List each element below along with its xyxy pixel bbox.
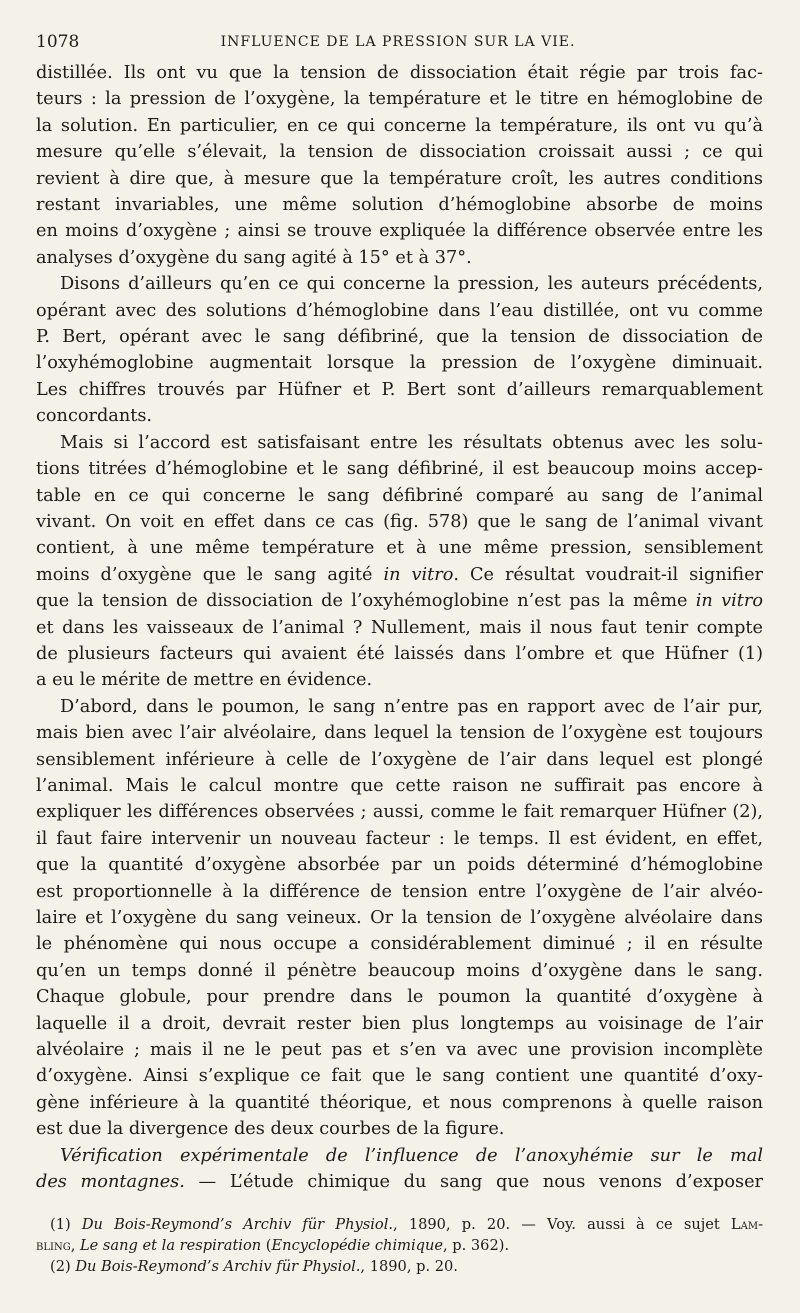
text-run: , p. 362). xyxy=(443,1237,510,1254)
page-number: 1078 xyxy=(36,32,80,52)
text-line: expliquer les différences observées ; aussi, comme le fait remarquer Hüfner (2), xyxy=(36,802,763,823)
italic-run: Du Bois-Reymond’s Archiv für Physiol. xyxy=(81,1216,394,1233)
text-line: tions titrées d’hémoglobine et le sang défibriné, il est beaucoup moins accep- xyxy=(36,459,763,480)
text-line: Les chiffres trouvés par Hüfner et P. Bert sont d’ailleurs remarquablement xyxy=(36,379,763,400)
text-line: la solution. En particulier, en ce qui concerne la température, ils ont vu qu’à xyxy=(36,115,763,136)
text-line: gène inférieure à la quantité théorique, et nous comprenons à quelle raison xyxy=(36,1092,763,1113)
text-line: que la quantité d’oxygène absorbée par un poids déterminé d’hémoglobine xyxy=(36,855,763,876)
text-line: laquelle il a droit, devrait rester bien plus longtemps au voisinage de l’air xyxy=(36,1013,763,1034)
text-line: revient à dire que, à mesure que la température croît, les autres conditions xyxy=(36,168,763,189)
paragraph-3 xyxy=(36,430,763,694)
text-line: analyses d’oxygène du sang agité à 15° et à 37°. xyxy=(36,247,472,268)
text-line: laire et l’oxygène du sang veineux. Or la tension de l’oxygène alvéolaire dans xyxy=(36,908,763,928)
small-caps-run: Lam- xyxy=(730,1216,764,1233)
paragraph-2 xyxy=(36,271,763,429)
running-head: INFLUENCE DE LA PRESSION SUR LA VIE. xyxy=(220,34,576,50)
text-line: Mais si l’accord est satisfaisant entre les résultats obtenus avec les solu- xyxy=(60,432,763,453)
small-caps-run: bling xyxy=(36,1237,71,1254)
text-line: qu’en un temps donné il pénètre beaucoup moins d’oxygène dans le sang. xyxy=(36,960,763,981)
text-line: de plusieurs facteurs qui avaient été laissés dans l’ombre et que Hüfner (1) xyxy=(36,643,763,664)
body-text xyxy=(36,60,763,1195)
footnotes xyxy=(36,1214,763,1277)
text-line: distillée. Ils ont vu que la tension de dissociation était régie par trois fac- xyxy=(36,63,763,83)
text-line: l’animal. Mais le calcul montre que cette raison ne suffirait pas encore à xyxy=(36,775,763,796)
italic-run: Du Bois-Reymond’s Archiv für Physiol. xyxy=(75,1258,361,1275)
text-line xyxy=(36,562,763,588)
text-line: vivant. On voit en effet dans ce cas (fig. 578) que le sang de l’animal vivant xyxy=(36,511,763,532)
footnote-2-line xyxy=(36,1256,763,1277)
text-line: en moins d’oxygène ; ainsi se trouve expliquée la différence observée entre les xyxy=(36,221,763,242)
text-line: mais bien avec l’air alvéolaire, dans lequel la tension de l’oxygène est toujours xyxy=(36,723,763,744)
paragraph-4 xyxy=(36,694,763,1143)
text-line: concordants. xyxy=(36,406,153,427)
text-line: et dans les vaisseaux de l’animal ? Nullement, mais il nous faut tenir compte xyxy=(36,617,763,638)
text-line: il faut faire intervenir un nouveau facteur : le temps. Il est évident, en effet, xyxy=(36,828,763,849)
text-line: le phénomène qui nous occupe a considérablement diminué ; il en résulte xyxy=(36,934,763,955)
text-line xyxy=(36,588,763,614)
italic-run: Encyclopédie chimique xyxy=(271,1237,443,1254)
text-line: opérant avec des solutions d’hémoglobine dans l’eau distillée, ont vu comme xyxy=(36,300,763,321)
italic-run: in vitro xyxy=(695,591,763,612)
text-run: , 1890, p. 20. — Voy. aussi à ce sujet xyxy=(393,1216,731,1233)
text-line: alvéolaire ; mais il ne le peut pas et s’en va avec une provision incomplète xyxy=(36,1040,763,1061)
text-line: P. Bert, opérant avec le sang défibriné, que la tension de dissociation de xyxy=(36,327,763,348)
footnote-1-line xyxy=(36,1214,763,1235)
footnote-marker: (2) xyxy=(50,1258,76,1275)
text-run: ( xyxy=(261,1237,272,1254)
paragraph-5 xyxy=(36,1143,763,1196)
italic-run: Le sang et la respiration xyxy=(79,1237,262,1254)
text-line: D’abord, dans le poumon, le sang n’entre pas en rapport avec de l’air pur, xyxy=(60,696,763,717)
text-line: contient, à une même température et à une même pression, sensiblement xyxy=(36,538,763,559)
text-line: est proportionnelle à la différence de tension entre l’oxygène de l’air alvéo- xyxy=(36,881,763,902)
italic-run: in vitro xyxy=(383,564,454,585)
paragraph-1 xyxy=(36,60,763,271)
text-line: sensiblement inférieure à celle de l’oxygène de l’air dans lequel est plongé xyxy=(36,749,763,770)
text-line: est due la divergence des deux courbes de la figure. xyxy=(36,1119,505,1140)
text-line: a eu le mérite de mettre en évidence. xyxy=(36,670,373,691)
text-line: table en ce qui concerne le sang défibriné comparé au sang de l’animal xyxy=(36,485,763,506)
text-line: restant invariables, une même solution d’hémoglobine absorbe de moins xyxy=(36,195,763,216)
text-run: , xyxy=(70,1237,80,1254)
text-run: — L’étude chimique du sang que nous venons d’exposer xyxy=(184,1172,763,1193)
text-line: mesure qu’elle s’élevait, la tension de dissociation croissait aussi ; ce qui xyxy=(36,142,763,163)
italic-run: des montagnes. xyxy=(36,1172,185,1193)
footnote-1-line xyxy=(36,1235,763,1256)
text-line: Chaque globule, pour prendre dans le poumon la quantité d’oxygène à xyxy=(36,987,763,1008)
text-line: d’oxygène. Ainsi s’explique ce fait que le sang contient une quantité d’oxy- xyxy=(36,1066,763,1087)
page-header xyxy=(36,28,760,56)
text-run: moins d’oxygène que le sang agité xyxy=(36,564,373,585)
text-run: . Ce résultat voudrait-il signifier xyxy=(453,564,764,585)
text-line: l’oxyhémoglobine augmentait lorsque la pression de l’oxygène diminuait. xyxy=(36,353,763,374)
text-run: , 1890, p. 20. xyxy=(360,1258,458,1275)
text-run: que la tension de dissociation de l’oxyhémoglobine n’est pas la même xyxy=(36,591,688,612)
footnote-marker: (1) xyxy=(50,1216,82,1233)
text-line xyxy=(36,1169,763,1195)
text-line: teurs : la pression de l’oxygène, la température et le titre en hémoglobine de xyxy=(36,89,763,110)
section-heading-line: Vérification expérimentale de l’influence de l’anoxyhémie sur le mal xyxy=(60,1145,763,1166)
text-line: Disons d’ailleurs qu’en ce qui concerne la pression, les auteurs précédents, xyxy=(60,274,763,295)
